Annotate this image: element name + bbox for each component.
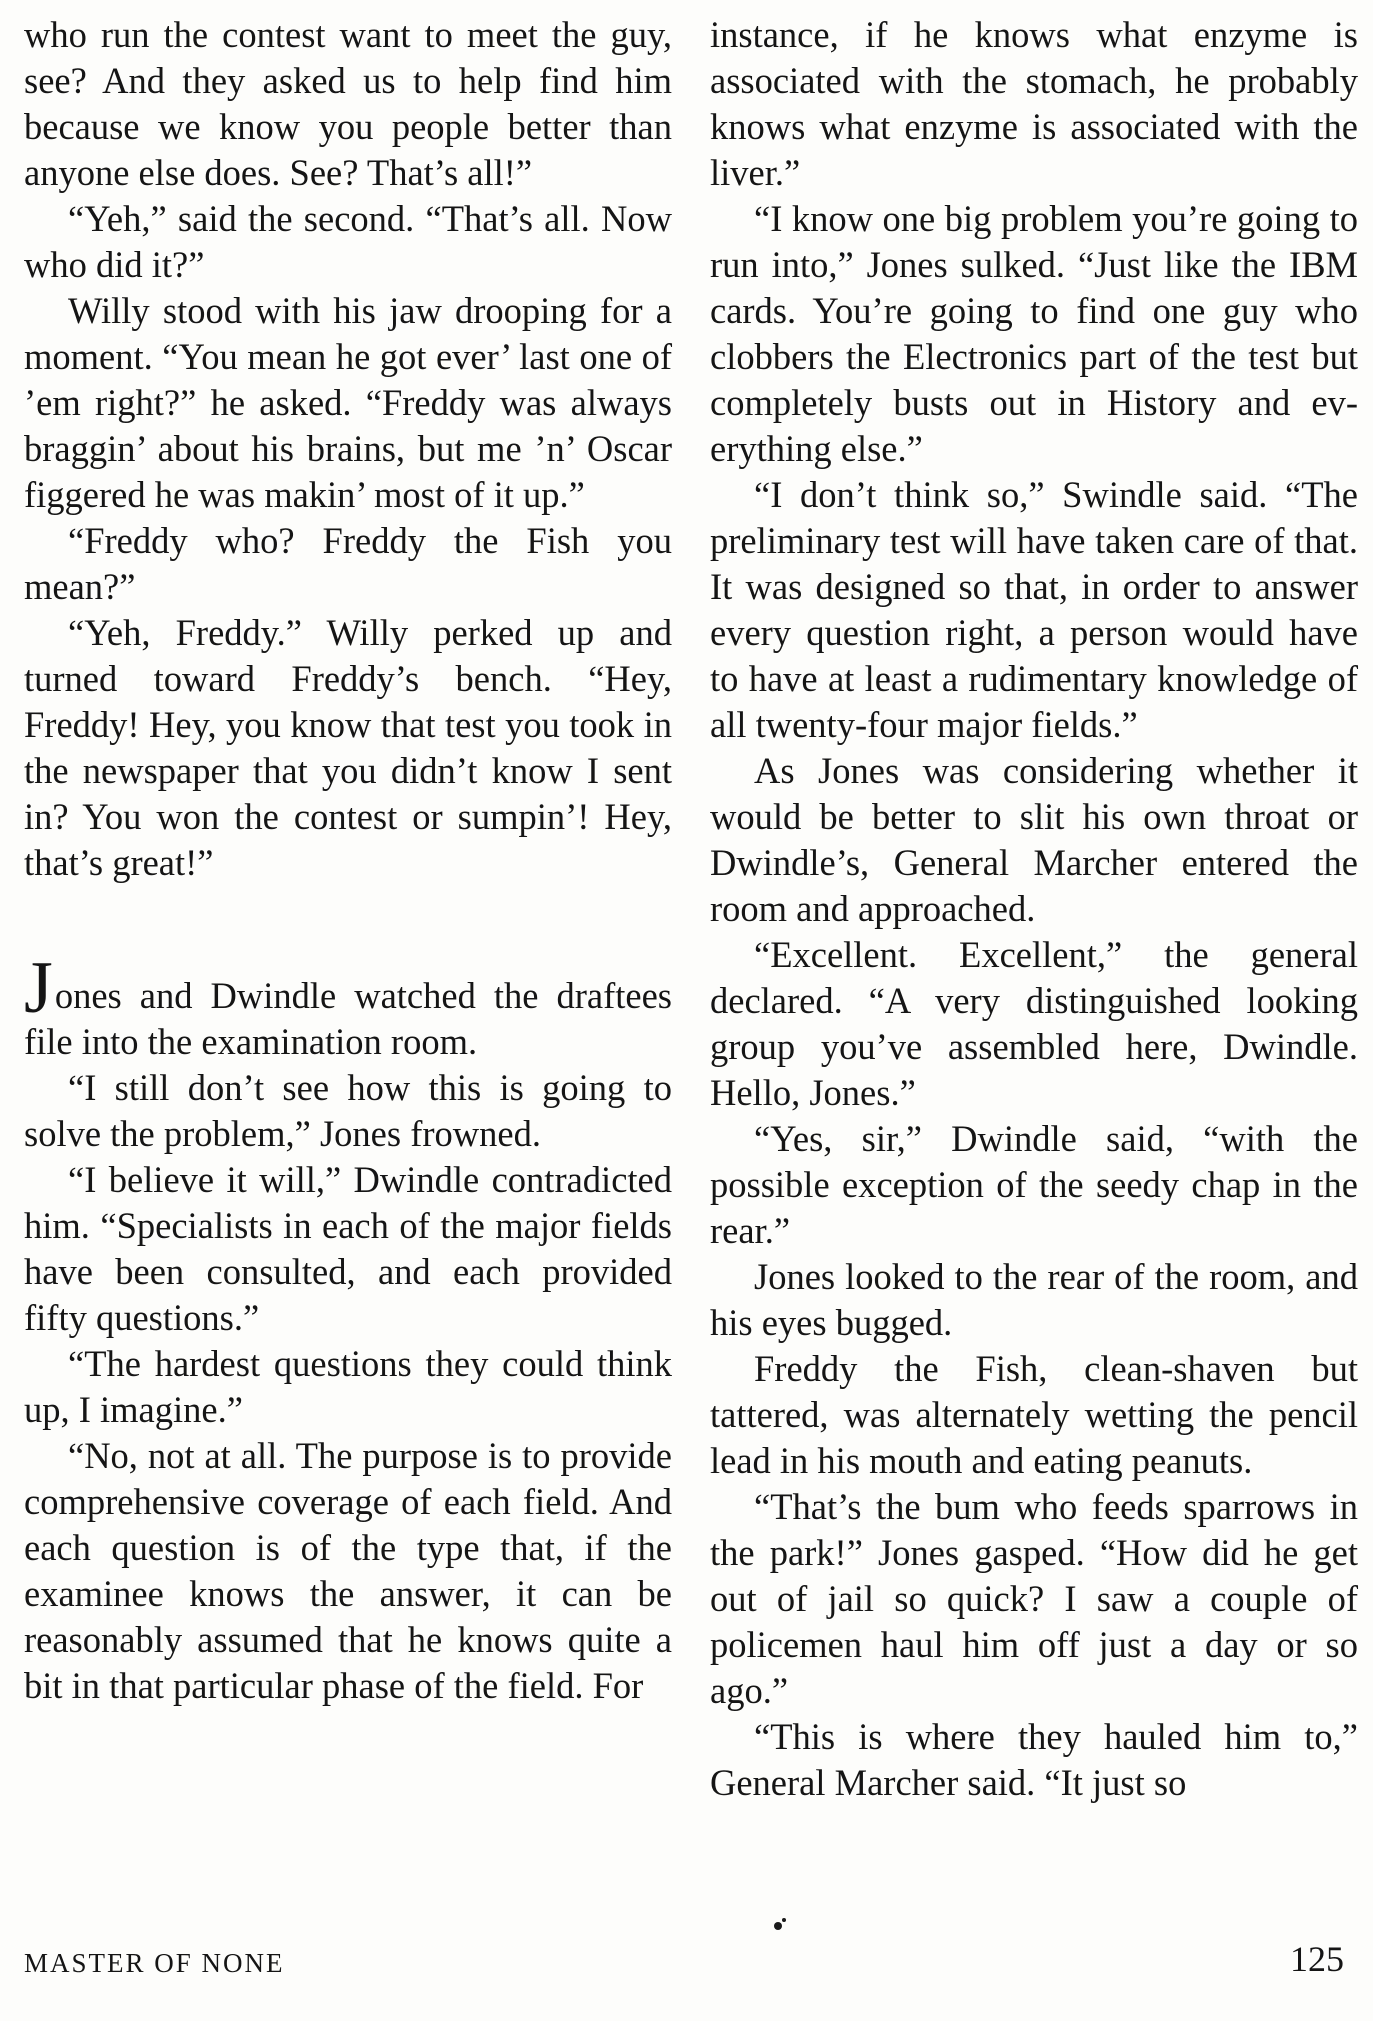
paragraph: “Yes, sir,” Dwindle said, “with the possible exception of the seedy chap in the rear.”	[710, 1118, 1358, 1251]
paragraph: “I believe it will,” Dwindle contradicted him. “Specialists in each of the major fields have been consulted, and each provided fifty questions.”	[24, 1159, 672, 1338]
paragraph: “That’s the bum who feeds sparrows in the park!” Jones gasped. “How did he get out of jail so quick? I saw a couple of policemen haul him off just a day or so ago.”	[710, 1486, 1358, 1711]
paragraph: Jones looked to the rear of the room, and his eyes bugged.	[710, 1256, 1358, 1343]
paragraph: “This is where they hauled him to,” General Marcher said. “It just so	[710, 1716, 1358, 1803]
paragraph: “Excellent. Excellent,” the general declared. “A very distinguished looking group you’ve assembled here, Dwindle. Hello, Jones.”	[710, 934, 1358, 1113]
section-break	[24, 886, 672, 968]
paragraph: Freddy the Fish, clean-shaven but tattered, was alternately wetting the pencil lead in his mouth and eating peanuts.	[710, 1348, 1358, 1481]
paragraph: “Freddy who? Freddy the Fish you mean?”	[24, 520, 672, 607]
paragraph: “Yeh, Freddy.” Willy perked up and turned toward Freddy’s bench. “Hey, Freddy! Hey, you know that test you took in the newspaper that you didn’t know I sent in? You won the contest or sumpin’! Hey, that’s great!”	[24, 612, 672, 883]
running-title: MASTER OF NONE	[24, 1948, 285, 1978]
paragraph: “Yeh,” said the second. “That’s all. Now who did it?”	[24, 198, 672, 285]
ink-mark-icon	[770, 1912, 792, 1934]
paragraph: Willy stood with his jaw drooping for a moment. “You mean he got ever’ last one of ’em right?” he asked. “Freddy was always braggin’ about his brains, but me ’n’ Oscar figgered he was makin’ most of it up.”	[24, 290, 672, 515]
section-opening-paragraph	[24, 947, 672, 1065]
paragraph: “I don’t think so,” Swindle said. “The preliminary test will have taken care of that. It was designed so that, in order to answer every question right, a person would have to have at least a rudimentary knowledge of all twenty-four major fields.”	[710, 474, 1358, 745]
paragraph: As Jones was considering whether it would be better to slit his own throat or Dwindle’s, General Marcher entered the room and approached.	[710, 750, 1358, 929]
left-column	[24, 12, 672, 1709]
right-column	[710, 12, 1358, 1806]
drop-cap: J	[24, 947, 53, 1029]
paragraph: instance, if he knows what enzyme is associated with the stomach, he probably knows what enzyme is associated with the liver.”	[710, 14, 1358, 193]
paragraph: “No, not at all. The purpose is to provide comprehensive coverage of each field. And each question is of the type that, if the examinee knows the answer, it can be reasonably assumed that he knows quite a bit in that particular phase of the field. For	[24, 1435, 672, 1706]
page-number: 125	[1290, 1939, 1344, 1979]
paragraph: “The hardest questions they could think up, I imagine.”	[24, 1343, 672, 1430]
opening-text: ones and Dwindle watched the draftees file into the examination room.	[24, 975, 672, 1062]
paragraph: “I still don’t see how this is going to solve the problem,” Jones frowned.	[24, 1067, 672, 1154]
paragraph: who run the contest want to meet the guy, see? And they asked us to help find him because we know you people better than anyone else does. See? That’s all!”	[24, 14, 672, 193]
page-footer	[24, 1938, 1344, 1988]
paragraph: “I know one big problem you’re going to run into,” Jones sulked. “Just like the IBM cards. You’re going to find one guy who clobbers the Electronics part of the test but completely busts out in History and everything else.”	[710, 198, 1358, 469]
